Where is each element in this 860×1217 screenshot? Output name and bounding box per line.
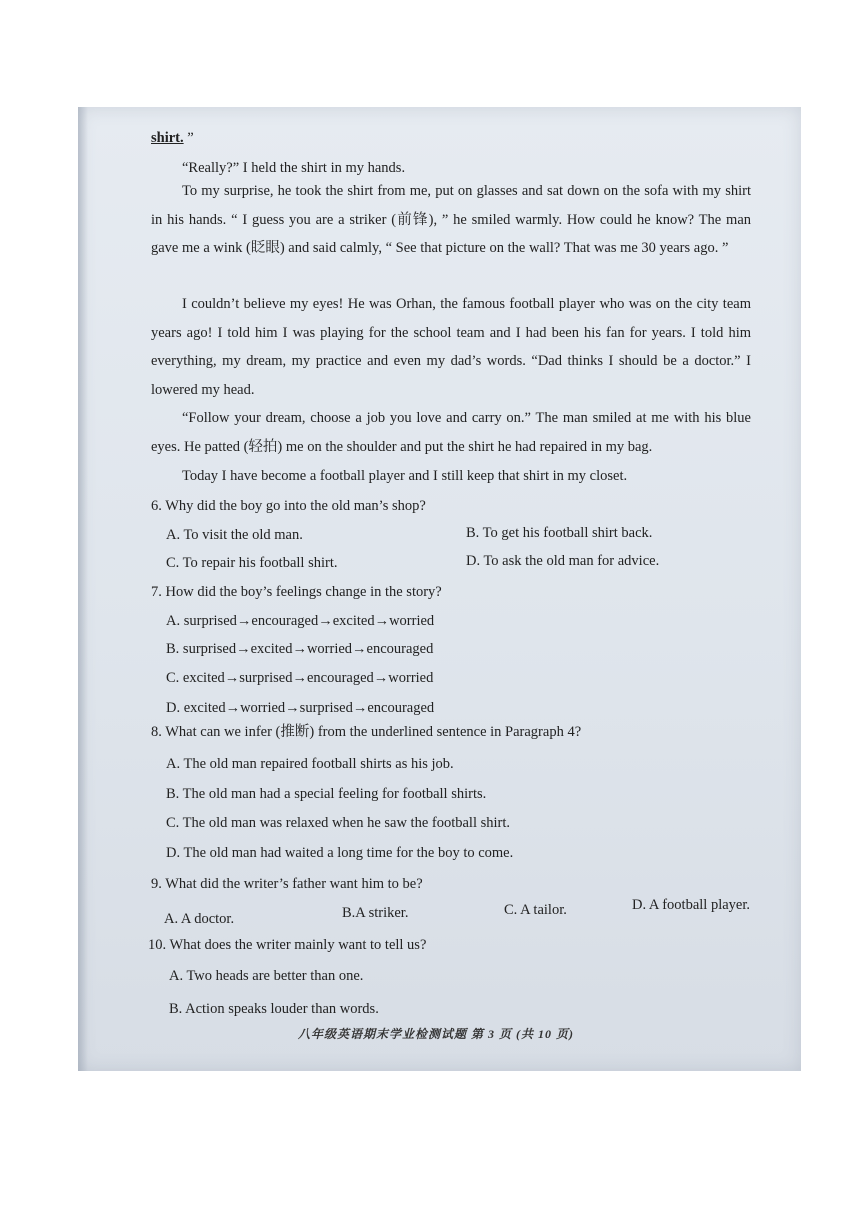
page-footer: 八年级英语期末学业检测试题 第 3 页 (共 10 页) xyxy=(298,1027,574,1041)
paragraph-4 xyxy=(151,404,751,461)
question-10-option-b: B. Action speaks louder than words. xyxy=(169,1001,379,1017)
question-9-option-b: B.A striker. xyxy=(342,905,409,921)
question-7-stem: 7. How did the boy’s feelings change in the story? xyxy=(151,584,442,600)
paragraph-3-text: I couldn’t believe my eyes! He was Orhan, the famous football player who was on the city team years ago! I told him I was playing for the school team and I had been his fan for years. I told him everything, my dream, my practice and even my dad’s words. “Dad thinks I should be a doctor.” I lowered my head. xyxy=(151,296,751,398)
question-10-stem: 10. What does the writer mainly want to tell us? xyxy=(148,937,427,953)
exam-page xyxy=(78,107,801,1071)
question-9-option-c: C. A tailor. xyxy=(504,902,567,918)
question-9-option-a: A. A doctor. xyxy=(164,911,235,927)
question-6-option-a: A. To visit the old man. xyxy=(166,527,303,543)
question-10-option-a: A. Two heads are better than one. xyxy=(169,968,364,984)
question-7-option-a: A. surprised→encouraged→excited→worried xyxy=(166,613,435,629)
question-6-stem: 6. Why did the boy go into the old man’s shop? xyxy=(151,498,426,514)
paragraph-2 xyxy=(151,177,751,263)
paragraph-2-text: To my surprise, he took the shirt from me, put on glasses and sat down on the sofa with my shirt in his hands. “ I guess you are a striker (前锋), ” he smiled warmly. How could he know? The man gave me a wink (眨眼) and said calmly, “ See that picture on the wall? That was me 30 years ago. ” xyxy=(151,183,751,256)
fragment-close-quote: ” xyxy=(183,130,194,146)
question-8-stem: 8. What can we infer (推断) from the underlined sentence in Paragraph 4? xyxy=(151,724,582,740)
question-8-option-c: C. The old man was relaxed when he saw the football shirt. xyxy=(166,815,511,831)
paragraph-3 xyxy=(151,290,751,404)
question-8-option-d: D. The old man had waited a long time for the boy to come. xyxy=(166,845,514,861)
question-6-option-c: C. To repair his football shirt. xyxy=(166,555,338,571)
question-6-option-d: D. To ask the old man for advice. xyxy=(466,553,660,569)
paragraph-5: Today I have become a football player and I still keep that shirt in my closet. xyxy=(182,468,628,484)
paragraph-1: “Really?” I held the shirt in my hands. xyxy=(182,160,406,176)
underlined-fragment: shirt. xyxy=(151,130,184,146)
question-9-stem: 9. What did the writer’s father want him to be? xyxy=(151,876,423,892)
question-7-option-c: C. excited→surprised→encouraged→worried xyxy=(166,670,434,686)
question-6-option-b: B. To get his football shirt back. xyxy=(466,525,653,541)
question-8-option-a: A. The old man repaired football shirts as his job. xyxy=(166,756,454,772)
question-7-option-b: B. surprised→excited→worried→encouraged xyxy=(166,641,434,657)
question-8-option-b: B. The old man had a special feeling for football shirts. xyxy=(166,786,487,802)
question-9-option-d: D. A football player. xyxy=(632,897,750,913)
paragraph-4-text: “Follow your dream, choose a job you love and carry on.” The man smiled at me with his blue eyes. He patted (轻拍) me on the shoulder and put the shirt he had repaired in my bag. xyxy=(151,410,751,455)
question-7-option-d: D. excited→worried→surprised→encouraged xyxy=(166,700,435,716)
top-fragment-line xyxy=(151,129,194,147)
